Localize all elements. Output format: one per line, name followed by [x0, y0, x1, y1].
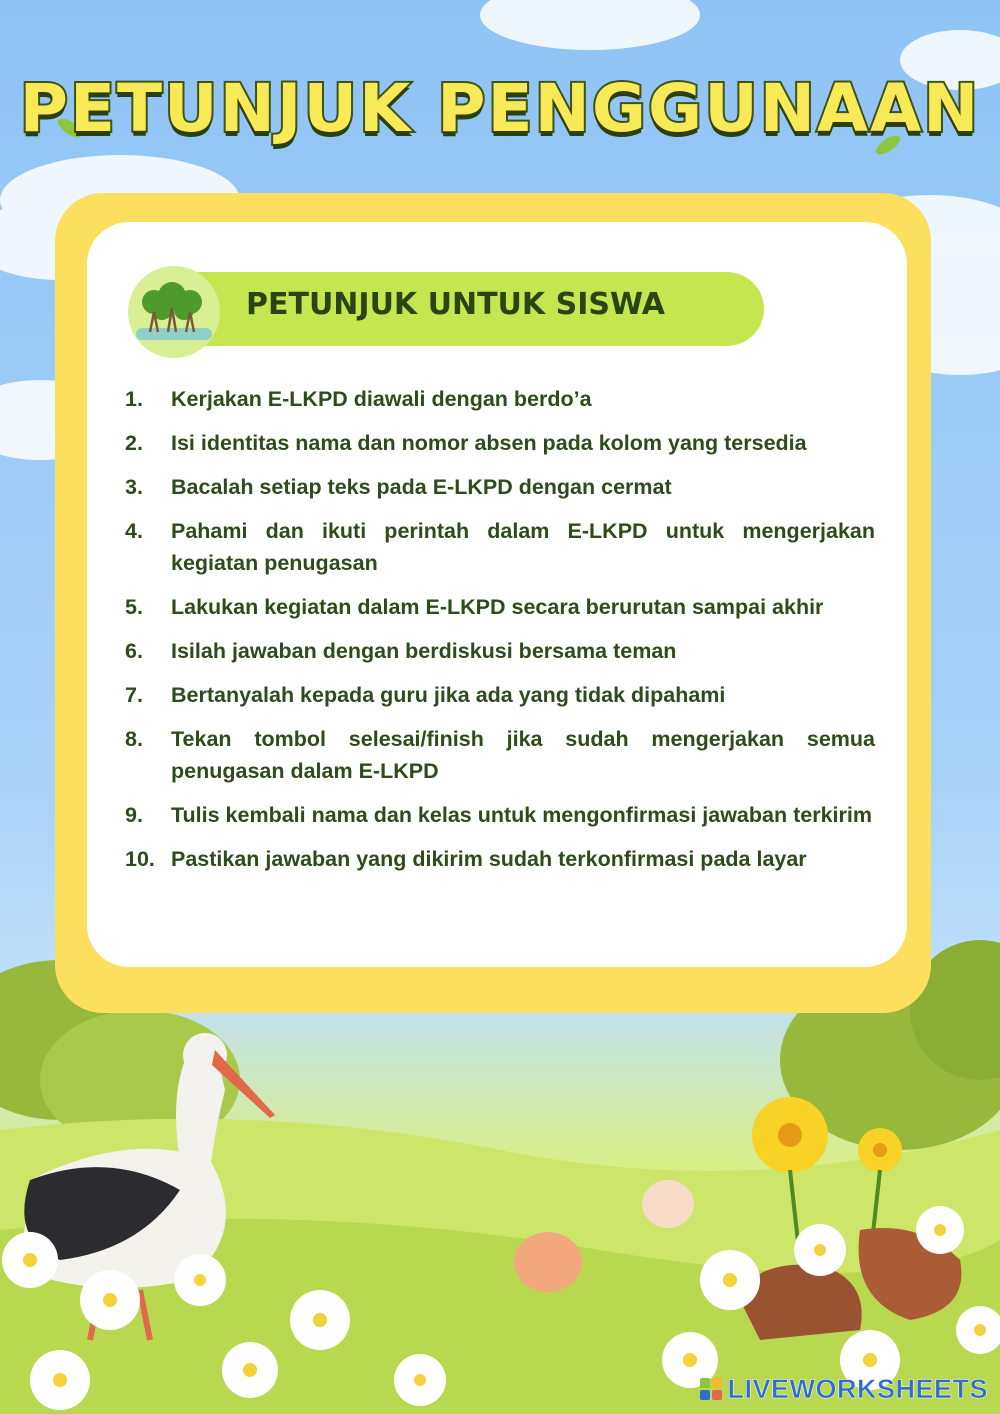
section-title: PETUNJUK UNTUK SISWA	[246, 287, 665, 322]
instruction-item	[125, 515, 875, 579]
instruction-text: Kerjakan E-LKPD diawali dengan berdo’a	[171, 387, 592, 411]
instruction-text: Isilah jawaban dengan berdiskusi bersama teman	[171, 639, 677, 663]
instruction-item	[125, 843, 875, 875]
instruction-item	[125, 591, 875, 623]
instruction-item	[125, 635, 875, 667]
instruction-text: Lakukan kegiatan dalam E-LKPD secara berurutan sampai akhir	[171, 595, 824, 619]
instruction-number: 9.	[125, 803, 143, 827]
instruction-text: Bertanyalah kepada guru jika ada yang tidak dipahami	[171, 683, 726, 707]
branding-text: LIVEWORKSHEETS	[727, 1373, 988, 1404]
mangrove-trees-icon	[128, 266, 220, 358]
liveworksheets-logo-icon	[699, 1377, 723, 1401]
instruction-text: Isi identitas nama dan nomor absen pada kolom yang tersedia	[171, 431, 807, 455]
instruction-item	[125, 799, 875, 831]
instruction-item	[125, 471, 875, 503]
instruction-item	[125, 679, 875, 711]
instruction-number: 6.	[125, 639, 143, 663]
instruction-text: Pastikan jawaban yang dikirim sudah terkonfirmasi pada layar	[171, 847, 807, 871]
instruction-text: Tekan tombol selesai/finish jika sudah mengerjakan semua penugasan dalam E-LKPD	[171, 727, 875, 783]
instruction-item	[125, 383, 875, 415]
instruction-text: Tulis kembali nama dan kelas untuk mengonfirmasi jawaban terkirim	[171, 803, 872, 827]
instruction-number: 4.	[125, 519, 143, 543]
instruction-number: 3.	[125, 475, 143, 499]
instruction-list	[125, 383, 875, 887]
instruction-number: 7.	[125, 683, 143, 707]
egg	[514, 1232, 582, 1292]
instruction-number: 2.	[125, 431, 143, 455]
instruction-text: Bacalah setiap teks pada E-LKPD dengan cermat	[171, 475, 672, 499]
instruction-number: 10.	[125, 847, 155, 871]
page-title: PETUNJUK PENGGUNAAN	[19, 70, 981, 147]
instruction-item	[125, 427, 875, 459]
egg	[642, 1180, 694, 1228]
instruction-number: 1.	[125, 387, 143, 411]
instruction-number: 5.	[125, 595, 143, 619]
instruction-number: 8.	[125, 727, 143, 751]
instruction-text: Pahami dan ikuti perintah dalam E-LKPD untuk mengerjakan kegiatan penugasan	[171, 519, 875, 575]
instruction-item	[125, 723, 875, 787]
liveworksheets-branding	[699, 1372, 988, 1406]
